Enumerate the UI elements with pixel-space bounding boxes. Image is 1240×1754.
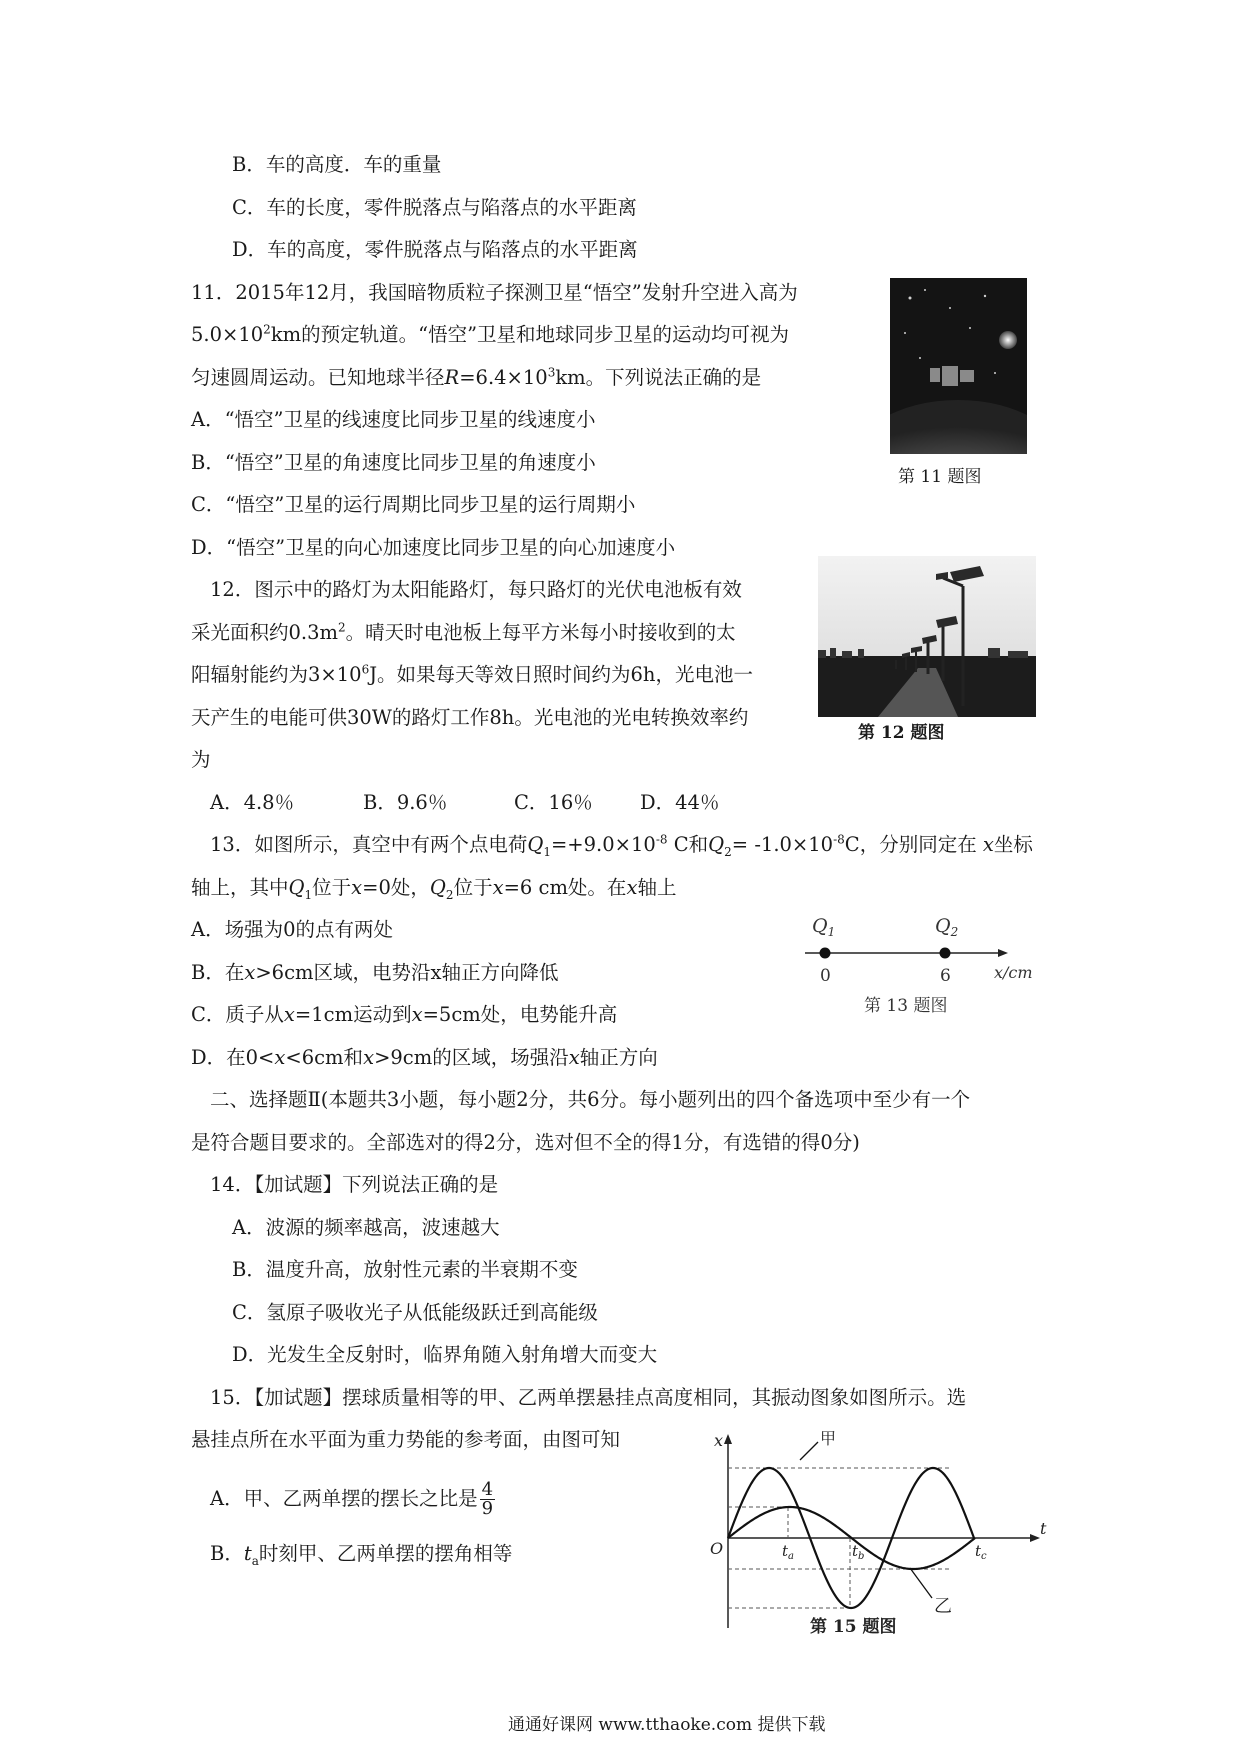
page-footer: 通通好课网 www.tthaoke.com 提供下载 <box>508 1715 826 1735</box>
q15-axis-label-t: t <box>1040 1519 1047 1538</box>
q15-leader-jia <box>800 1442 818 1460</box>
q13-tick-zero: 0 <box>820 966 831 986</box>
q11-stem-line2: $5.0\times 10^2km$的预定轨道。“悟空”卫星和地球同步卫星的运动均可视为 <box>191 322 790 346</box>
q13-label-q1: $Q_1$ <box>812 915 836 939</box>
q11-stem-line1: 11．2015年12月，我国暗物质粒子探测卫星“悟空”发射升空进入高为 <box>191 281 798 304</box>
q14-option-b: B．温度升高，放射性元素的半衰期不变 <box>232 1258 578 1281</box>
q14-option-d: D．光发生全反射时，临界角随入射角增大而变大 <box>232 1343 658 1366</box>
q12-stem-line2: 采光面积约$0.3m^2$。晴天时电池板上每平方米每小时接收到的太 <box>191 620 736 644</box>
q15-option-b: B．$t_a$时刻甲、乙两单摆的摆角相等 <box>210 1542 513 1568</box>
q15-tick-tb: $t_b$ <box>852 1542 865 1562</box>
q14-option-c: C．氢原子吸收光子从低能级跃迁到高能级 <box>232 1301 598 1324</box>
q10-option-d: D．车的高度，零件脱落点与陷落点的水平距离 <box>232 238 638 261</box>
q12-stem-line5: 为 <box>191 748 211 771</box>
q13-charge-q1 <box>820 948 831 959</box>
q13-charge-q2 <box>940 948 951 959</box>
q12-option-d: D．44％ <box>640 791 720 814</box>
q15-stem-line1: 15．【加试题】摆球质量相等的甲、乙两单摆悬挂点高度相同，其振动图象如图所示。选 <box>210 1386 967 1409</box>
q15-length-ratio-fraction: $\frac{4}{9}$ <box>481 1479 494 1519</box>
q13-label-q2: $Q_2$ <box>935 915 959 939</box>
q15-leader-yi <box>910 1568 932 1598</box>
q11-figure-caption: 第 11 题图 <box>898 467 982 487</box>
q13-option-a: A．场强为0的点有两处 <box>191 918 393 941</box>
q15-tick-tc: $t_c$ <box>975 1542 987 1562</box>
section2-heading-line1: 二、选择题Ⅱ(本题共3小题，每小题2分，共6分。每小题列出的四个备选项中至少有一个 <box>210 1088 971 1111</box>
q11-stem-line3: 匀速圆周运动。已知地球半径$R=6.4\times 10^3km$。下列说法正确的是 <box>191 365 762 389</box>
q13-x-axis-arrow <box>998 949 1008 957</box>
q11-option-d: D．“悟空”卫星的向心加速度比同步卫星的向心加速度小 <box>191 536 676 559</box>
q11-option-b: B．“悟空”卫星的角速度比同步卫星的角速度小 <box>191 451 596 474</box>
q15-x-axis-arrow <box>724 1434 732 1444</box>
q12-option-b: B．9.6％ <box>363 791 448 814</box>
q12-option-c: C．16％ <box>514 791 593 814</box>
q14-option-a: A．波源的频率越高，波速越大 <box>232 1216 500 1239</box>
q10-option-b: B．车的高度．车的重量 <box>232 153 442 176</box>
q13-figure-caption: 第 13 题图 <box>864 996 948 1016</box>
q11-satellite-photo <box>890 278 1027 454</box>
q13-charge-axis-figure <box>800 910 1040 1030</box>
q11-option-a: A．“悟空”卫星的线速度比同步卫星的线速度小 <box>191 408 596 431</box>
section2-heading-line2: 是符合题目要求的。全部选对的得2分，选对但不全的得1分，有选错的得0分) <box>191 1131 860 1154</box>
q13-tick-six: 6 <box>940 966 951 986</box>
q15-option-a: A．甲、乙两单摆的摆长之比是 $\frac{4}{9}$ <box>210 1479 494 1519</box>
q13-option-b: B．在x>6cm区域，电势沿x轴正方向降低 <box>191 961 559 984</box>
q12-stem-line4: 天产生的电能可供30W的路灯工作8h。光电池的光电转换效率约 <box>191 706 749 729</box>
q15-label-jia: 甲 <box>820 1429 837 1448</box>
q13-option-d: D．在0<x<6cm和x>9cm的区域，场强沿x轴正方向 <box>191 1046 658 1069</box>
q12-figure-caption: 第 12 题图 <box>858 723 945 743</box>
q12-stem-line1: 12．图示中的路灯为太阳能路灯，每只路灯的光伏电池板有效 <box>210 578 742 601</box>
q13-axis-label: x/cm <box>994 963 1033 982</box>
q13-stem-line1: 13．如图所示，真空中有两个点电荷$Q_1=+9.0\times 10^{-8}$ C和$Q_2= -1.0\times 10^{-8}C$，分别同定在 x坐标 <box>210 832 1033 859</box>
q12-streetlight-photo <box>818 556 1036 717</box>
q15-vibration-graph <box>700 1428 1050 1640</box>
q14-stem: 14．【加试题】下列说法正确的是 <box>210 1173 499 1196</box>
q15-origin-label: O <box>710 1539 724 1558</box>
q12-stem-line3: 阳辐射能约为$3\times 10^6J$。如果每天等效日照时间约为6h，光电池一 <box>191 662 753 686</box>
q10-option-c: C．车的长度，零件脱落点与陷落点的水平距离 <box>232 196 637 219</box>
q13-stem-line2: 轴上，其中$Q_1$位于x=0处，$Q_2$位于x=6 cm处。在x轴上 <box>191 876 677 902</box>
q11-option-c: C．“悟空”卫星的运行周期比同步卫星的运行周期小 <box>191 493 636 516</box>
q15-t-axis-arrow <box>1030 1534 1040 1542</box>
q15-axis-label-x: x <box>714 1431 724 1450</box>
q15-tick-ta: $t_a$ <box>782 1542 794 1562</box>
q12-option-a: A．4.8％ <box>210 791 295 814</box>
q15-label-yi: 乙 <box>934 1596 952 1617</box>
q13-option-c: C．质子从x=1cm运动到x=5cm处，电势能升高 <box>191 1003 618 1026</box>
q15-figure-caption: 第 15 题图 <box>810 1617 897 1637</box>
q15-stem-line2: 悬挂点所在水平面为重力势能的参考面，由图可知 <box>191 1428 621 1451</box>
